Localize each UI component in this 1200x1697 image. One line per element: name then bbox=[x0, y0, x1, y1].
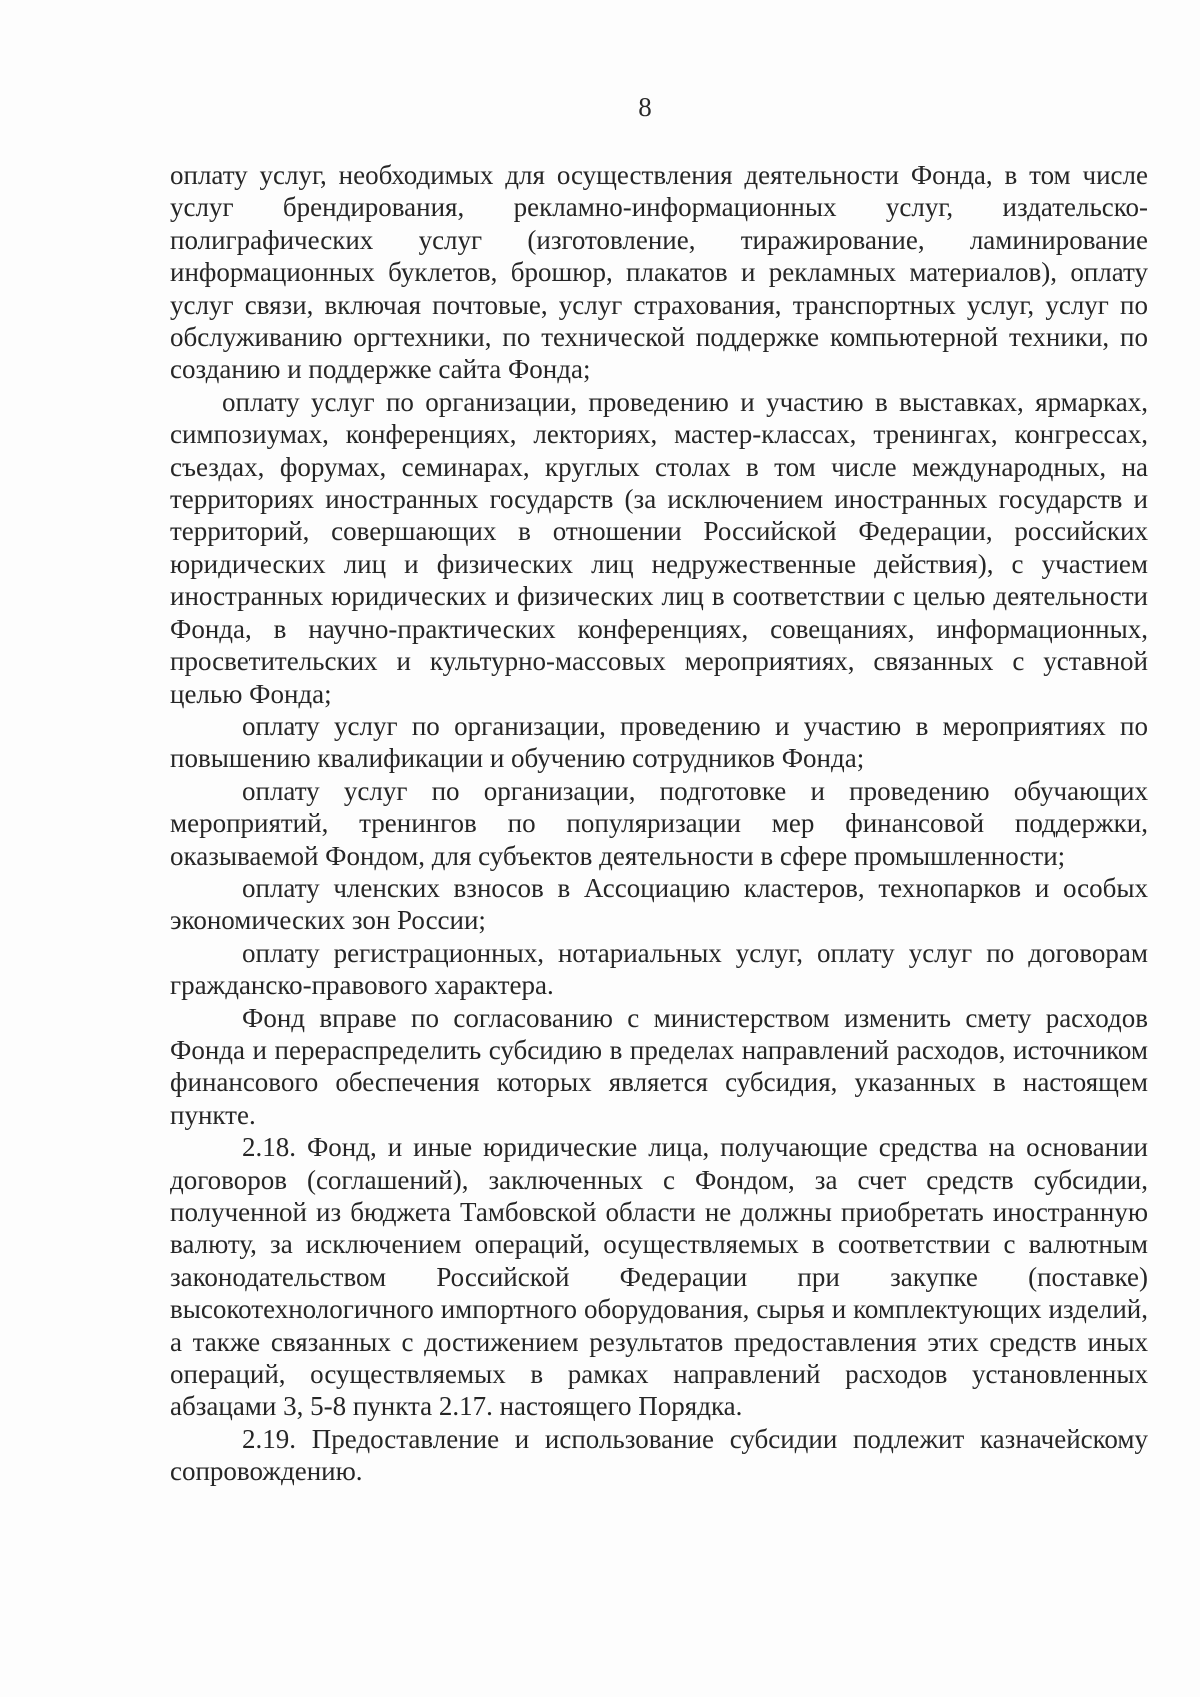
paragraph-training: оплату услуг по организации, проведению и участию в мероприятиях по повышению квалификации и обучению сотрудников Фонда; bbox=[170, 710, 1148, 774]
document-body bbox=[170, 159, 1148, 1488]
paragraph-services: оплату услуг, необходимых для осуществления деятельности Фонда, в том числе услуг брендирования, рекламно-информационных услуг, издательско-полиграфических услуг (изготовление, тиражирование, ламинирование информационных буклетов, брошюр, плакатов и рекламных материалов), оплату услуг связи, включая почтовые, услуг страхования, транспортных услуг, услуг по обслуживанию оргтехники, по технической поддержке компьютерной техники, по созданию и поддержке сайта Фонда; bbox=[170, 160, 1148, 385]
paragraph-events: оплату услуг по организации, проведению и участию в выставках, ярмарках, симпозиумах, конференциях, лекториях, мастер-классах, тренингах, конгрессах, съездах, форумах, семинарах, круглых столах в том числе международных, на территориях иностранных государств (за исключением иностранных государств и территорий, совершающих в отношении Российской Федерации, российских юридических лиц и физических лиц недружественные действия), с участием иностранных юридических и физических лиц в соответствии с целью деятельности Фонда, в научно-практических конференциях, совещаниях, информационных, просветительских и культурно-массовых мероприятиях, связанных с уставной целью Фонда; bbox=[170, 386, 1148, 709]
paragraph-budget-reallocation: Фонд вправе по согласованию с министерством изменить смету расходов Фонда и перераспределить субсидию в пределах направлений расходов, источником финансового обеспечения которых является субсидия, указанных в настоящем пункте. bbox=[170, 1002, 1148, 1130]
paragraph-educational-events: оплату услуг по организации, подготовке и проведению обучающих мероприятий, тренингов по популяризации мер финансовой поддержки, оказываемой Фондом, для субъектов деятельности в сфере промышленности; bbox=[170, 775, 1148, 871]
paragraph-2-19: 2.19. Предоставление и использование субсидии подлежит казначейскому сопровождению. bbox=[170, 1423, 1148, 1487]
page-number: 8 bbox=[638, 92, 652, 122]
paragraph-registration-services: оплату регистрационных, нотариальных услуг, оплату услуг по договорам гражданско-правового характера. bbox=[170, 937, 1148, 1001]
paragraph-2-18: 2.18. Фонд, и иные юридические лица, получающие средства на основании договоров (соглашений), заключенных с Фондом, за счет средств субсидии, полученной из бюджета Тамбовской области не должны приобретать иностранную валюту, за исключением операций, осуществляемых в соответствии с валютным законодательством Российской Федерации при закупке (поставке) высокотехнологичного импортного оборудования, сырья и комплектующих изделий, а также связанных с достижением результатов предоставления этих средств иных операций, осуществляемых в рамках направлений расходов установленных абзацами 3, 5-8 пункта 2.17. настоящего Порядка. bbox=[170, 1132, 1148, 1422]
paragraph-membership-fees: оплату членских взносов в Ассоциацию кластеров, технопарков и особых экономических зон России; bbox=[170, 872, 1148, 936]
